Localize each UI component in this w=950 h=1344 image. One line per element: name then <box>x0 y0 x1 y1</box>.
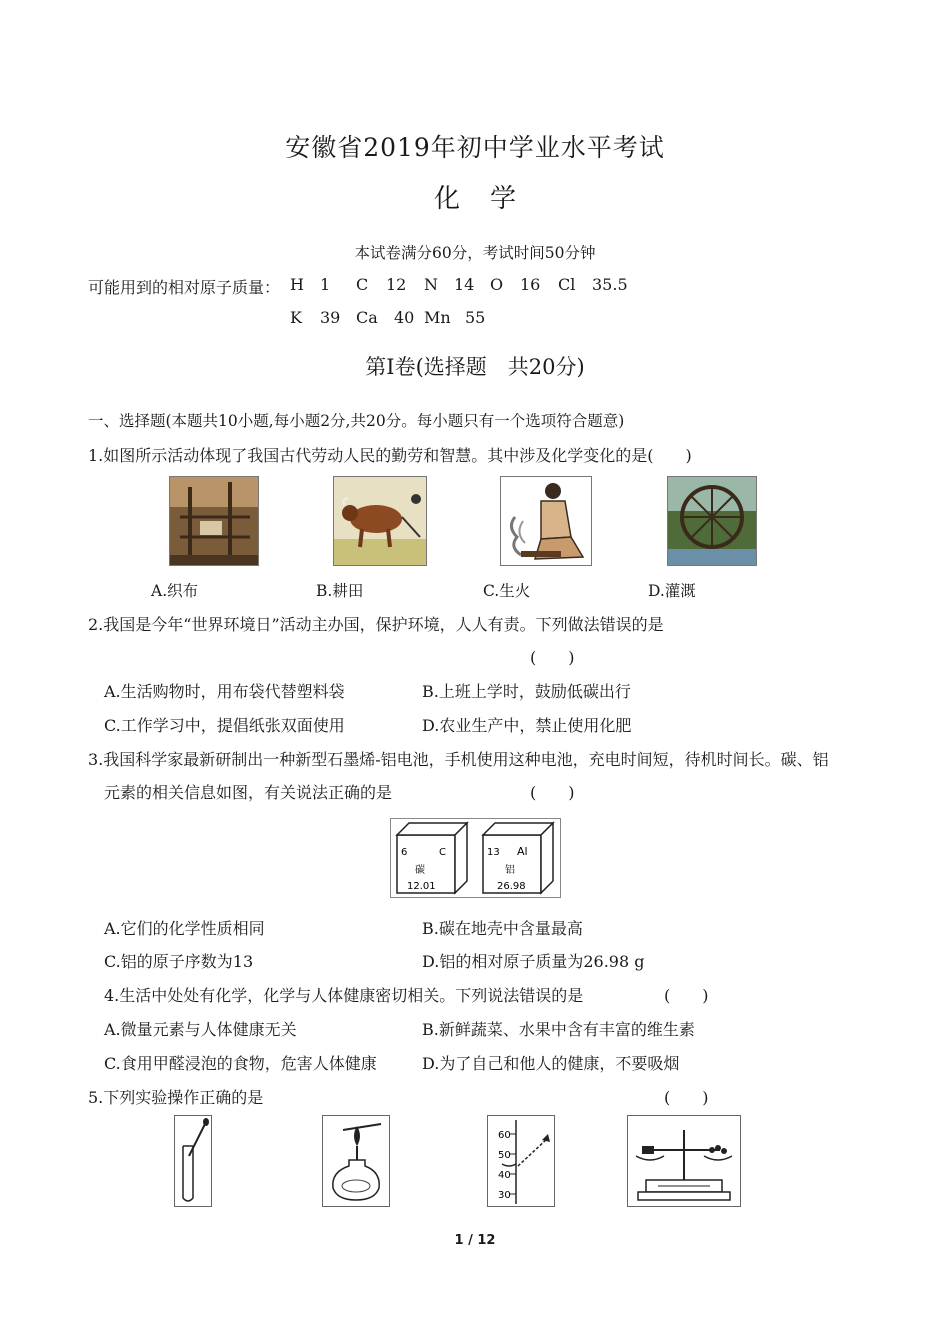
q3-option-c: C.铝的原子序数为13 <box>104 952 254 971</box>
q1-option-b: B.耕田 <box>316 582 364 600</box>
cylinder-tick-60: 60 <box>498 1130 511 1141</box>
atomic-symbol-c: C <box>356 275 369 294</box>
question-2-stem: 2.我国是今年“世界环境日”活动主办国，保护环境，人人有责。下列做法错误的是 <box>88 615 664 634</box>
aluminium-element-card <box>483 823 553 893</box>
page-number: 1 / 12 <box>454 1233 496 1248</box>
q2-option-a: A.生活购物时，用布袋代替塑料袋 <box>104 682 345 701</box>
carbon-symbol: C <box>439 847 446 858</box>
aluminium-mass: 26.98 <box>497 881 526 892</box>
test-tube-dropper-icon <box>174 1115 212 1207</box>
q4-option-a: A.微量元素与人体健康无关 <box>104 1020 297 1039</box>
atomic-mass-ca: 40 <box>394 308 415 327</box>
atomic-mass-mn: 55 <box>465 308 486 327</box>
atomic-symbol-h: H <box>290 275 304 294</box>
aluminium-symbol: Al <box>517 845 528 858</box>
cylinder-tick-30: 30 <box>498 1190 511 1201</box>
question-5-stem: 5.下列实验操作正确的是 <box>88 1088 264 1107</box>
exam-title: 安徽省2019年初中学业水平考试 <box>285 133 665 162</box>
question-3-answer-paren: ( ) <box>530 783 575 802</box>
part-1-title: 第Ⅰ卷(选择题 共20分) <box>365 355 585 379</box>
carbon-number: 6 <box>401 847 408 858</box>
question-3-stem-line-1: 3.我国科学家最新研制出一种新型石墨烯-铝电池，手机使用这种电池，充电时间短，待机时间长。碳、铝 <box>88 750 829 769</box>
q2-option-c: C.工作学习中，提倡纸张双面使用 <box>104 716 345 735</box>
ox-plowing-image <box>333 476 427 566</box>
atomic-mass-cl: 35.5 <box>592 275 628 294</box>
atomic-symbol-k: K <box>290 308 302 327</box>
atomic-symbol-n: N <box>424 275 438 294</box>
q4-option-b: B.新鲜蔬菜、水果中含有丰富的维生素 <box>422 1020 695 1039</box>
question-5-answer-paren: ( ) <box>664 1088 709 1107</box>
atomic-symbol-mn: Mn <box>424 308 451 327</box>
carbon-mass: 12.01 <box>407 881 436 892</box>
atomic-mass-c: 12 <box>386 275 407 294</box>
carbon-name: 碳 <box>415 865 425 876</box>
q1-option-a: A.织布 <box>151 582 199 600</box>
alcohol-lamp-icon <box>322 1115 390 1207</box>
atomic-symbol-o: O <box>490 275 504 294</box>
aluminium-number: 13 <box>487 847 500 858</box>
q4-option-d: D.为了自己和他人的健康，不要吸烟 <box>422 1054 680 1073</box>
q3-option-d: D.铝的相对原子质量为26.98 g <box>422 952 645 971</box>
question-1-stem: 1.如图所示活动体现了我国古代劳动人民的勤劳和智慧。其中涉及化学变化的是( ) <box>88 446 692 465</box>
atomic-symbol-ca: Ca <box>356 308 378 327</box>
aluminium-name: 铝 <box>505 865 515 876</box>
q4-option-c: C.食用甲醛浸泡的食物，危害人体健康 <box>104 1054 377 1073</box>
question-2-answer-paren: ( ) <box>530 648 575 667</box>
q2-option-d: D.农业生产中，禁止使用化肥 <box>422 716 632 735</box>
fire-making-image <box>500 476 592 566</box>
balance-scale-icon <box>627 1115 741 1207</box>
atomic-mass-k: 39 <box>320 308 341 327</box>
atomic-mass-h: 1 <box>320 275 331 294</box>
cylinder-tick-40: 40 <box>498 1170 511 1181</box>
loom-image <box>169 476 259 566</box>
question-3-stem-line-2: 元素的相关信息如图，有关说法正确的是 <box>104 783 393 802</box>
graduated-cylinder-icon <box>487 1115 555 1207</box>
atomic-mass-label: 可能用到的相对原子质量： <box>88 278 281 297</box>
question-4-stem: 4.生活中处处有化学，化学与人体健康密切相关。下列说法错误的是 <box>104 986 584 1005</box>
q3-option-a: A.它们的化学性质相同 <box>104 919 265 938</box>
question-4-answer-paren: ( ) <box>664 986 709 1005</box>
cylinder-tick-50: 50 <box>498 1150 511 1161</box>
atomic-mass-n: 14 <box>454 275 475 294</box>
exam-info: 本试卷满分60分，考试时间50分钟 <box>354 244 596 262</box>
subject-title: 化学 <box>433 184 546 214</box>
atomic-symbol-cl: Cl <box>558 275 576 294</box>
atomic-mass-o: 16 <box>520 275 541 294</box>
q1-option-d: D.灌溉 <box>648 582 696 600</box>
waterwheel-image <box>667 476 757 566</box>
q3-option-b: B.碳在地壳中含量最高 <box>422 919 583 938</box>
q2-option-b: B.上班上学时，鼓励低碳出行 <box>422 682 631 701</box>
q1-option-c: C.生火 <box>483 582 531 600</box>
section-heading: 一、选择题(本题共10小题,每小题2分,共20分。每小题只有一个选项符合题意) <box>88 412 625 430</box>
carbon-element-card <box>397 823 467 893</box>
element-cards-figure <box>390 818 561 898</box>
